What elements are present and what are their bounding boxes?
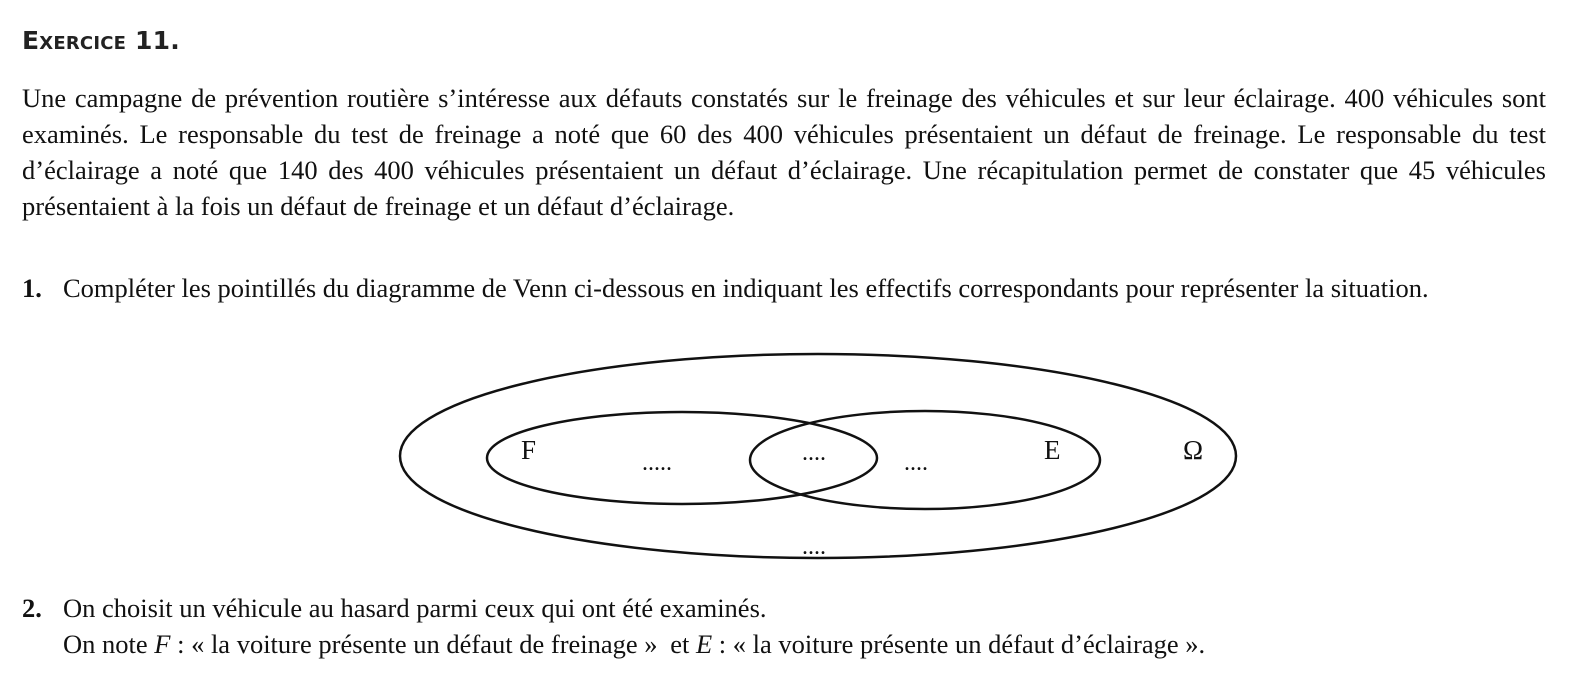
blank-f-only: ..... <box>642 450 672 476</box>
conjunction: et <box>663 629 696 659</box>
question-2-line-2 <box>63 626 1546 662</box>
blank-outside: .... <box>802 534 826 560</box>
blank-e-only: .... <box>904 450 928 476</box>
question-2-line-1: On choisit un véhicule au hasard parmi ceux qui ont été examinés. <box>63 593 767 623</box>
question-2 <box>22 590 1546 662</box>
question-2-number: 2. <box>22 593 42 623</box>
question-1-text: Compléter les pointillés du diagramme de Venn ci-dessous en indiquant les effectifs correspondants pour représenter la situation. <box>63 273 1429 303</box>
event-f-definition: : « la voiture présente un défaut de freinage » <box>170 629 658 659</box>
question-1-number: 1. <box>22 273 42 303</box>
event-f-symbol: F <box>154 629 171 659</box>
question-1 <box>22 270 1546 306</box>
note-prefix: On note <box>63 629 155 659</box>
set-f-label: F <box>521 435 537 465</box>
universe-label: Ω <box>1183 435 1204 465</box>
event-e-definition: : « la voiture présente un défaut d’éclairage ». <box>712 629 1206 659</box>
question-2-body <box>63 590 1546 662</box>
set-e-label: E <box>1044 435 1061 465</box>
blank-intersection: .... <box>802 440 826 466</box>
exercise-heading: Exercice 11. <box>22 26 180 55</box>
venn-diagram <box>380 348 1240 568</box>
event-e-symbol: E <box>695 629 713 659</box>
intro-paragraph: Une campagne de prévention routière s’intéresse aux défauts constatés sur le freinage des véhicules et sur leur éclairage. 400 véhicules sont examinés. Le responsable du test de freinage a noté que 60 des 400 véhicules présentaient un défaut de freinage. Le responsable du test d’éclairage a noté que 140 des 400 véhicules présentaient un défaut d’éclairage. Une récapitulation permet de constater que 45 véhicules présentaient à la fois un défaut de freinage et un défaut d’éclairage. <box>22 83 1546 221</box>
